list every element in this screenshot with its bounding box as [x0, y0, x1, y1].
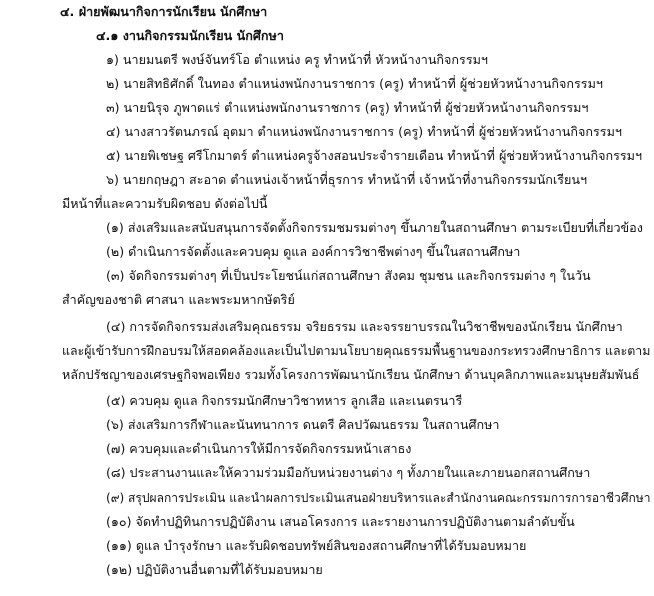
member-line: ๖) นายกฤษฎา สะอาด ตำแหน่งเจ้าหน้าที่ธุรการ ทำหน้าที่ เจ้าหน้าที่งานกิจกรรมนักเรียนฯ	[106, 172, 588, 187]
member-line: ๕) นายพิเชษฐ ศรีโกมาตร์ ตำแหน่งครูจ้างสอนประจำรายเดือน ทำหน้าที่ ผู้ช่วยหัวหน้างานกิจกรรมฯ	[106, 148, 643, 163]
member-line: ๔) นางสาวรัตนภรณ์ อุตมา ตำแหน่งพนักงานราชการ (ครู) ทำหน้าที่ ผู้ช่วยหัวหน้างานกิจกรรมฯ	[106, 124, 622, 139]
duty-line: (๑๒) ปฏิบัติงานอื่นตามที่ได้รับมอบหมาย	[106, 562, 323, 577]
duty-line-continued: สำคัญของชาติ ศาสนา และพระมหากษัตริย์	[62, 292, 295, 307]
member-line: ๓) นายนิรุจ ภูพาดแร่ ตำแหน่งพนักงานราชการ (ครู) ทำหน้าที่ ผู้ช่วยหัวหน้างานกิจกรรมฯ	[106, 100, 589, 115]
duty-line: (๑๐) จัดทำปฏิทินการปฏิบัติงาน เสนอโครงการ และรายงานการปฏิบัติงานตามลำดับขั้น	[106, 514, 575, 529]
duties-intro: มีหน้าที่และความรับผิดชอบ ดังต่อไปนี้	[62, 196, 268, 211]
member-line: ๑) นายมนตรี พงษ์จันทร์โอ ตำแหน่ง ครู ทำหน้าที่ หัวหน้างานกิจกรรมฯ	[106, 52, 488, 67]
duty-line: (๑) ส่งเสริมและสนับสนุนการจัดตั้งกิจกรรมชมรมต่างๆ ขึ้นภายในสถานศึกษา ตามระเบียบที่เกี่ยวข้อง	[106, 220, 643, 235]
duty-line-continued: และผู้เข้ารับการฝึกอบรมให้สอดคล้องและเป็นไปตามนโยบายคุณธรรมพื้นฐานของกระทรวงศึกษาธิการ และตาม	[62, 343, 651, 358]
duty-line: (๙) สรุปผลการประเมิน และนำผลการประเมินเสนอฝ่ายบริหารและสำนักงานคณะกรรมการการอาชีวศึกษา	[106, 491, 651, 505]
member-line: ๒) นายสิทธิศักดิ์ ในทอง ตำแหน่งพนักงานราชการ (ครู) ทำหน้าที่ ผู้ช่วยหัวหน้างานกิจกรรมฯ	[106, 76, 603, 91]
duty-line: (๕) ควบคุม ดูแล กิจกรรมนักศึกษาวิชาทหาร ลูกเสือ และเนตรนารี	[106, 393, 463, 408]
subsection-title: ๔.๑ งานกิจกรรมนักเรียน นักศึกษา	[96, 28, 284, 43]
duty-line: (๓) จัดกิจกรรมต่างๆ ที่เป็นประโยชน์แก่สถานศึกษา สังคม ชุมชน และกิจกรรมต่าง ๆ ในวัน	[106, 268, 591, 283]
duty-line: (๘) ประสานงานและให้ความร่วมมือกับหน่วยงานต่าง ๆ ทั้งภายในและภายนอกสถานศึกษา	[106, 465, 591, 480]
duty-line-continued: หลักปรัชญาของเศรษฐกิจพอเพียง รวมทั้งโครงการพัฒนานักเรียน นักศึกษา ด้านบุคลิกภาพและมนุษยสัมพันธ์	[62, 367, 640, 382]
section-title: ๔. ฝ่ายพัฒนากิจการนักเรียน นักศึกษา	[60, 4, 268, 19]
duty-line: (๖) ส่งเสริมการกีฬาและนันทนาการ ดนตรี ศิลปวัฒนธรรม ในสถานศึกษา	[106, 417, 500, 432]
duty-line: (๗) ควบคุมและดำเนินการให้มีการจัดกิจกรรมหน้าเสาธง	[106, 441, 412, 456]
duty-line: (๑๑) ดูแล บำรุงรักษา และรับผิดชอบทรัพย์สินของสถานศึกษาที่ได้รับมอบหมาย	[106, 538, 527, 553]
duty-line: (๒) ดำเนินการจัดตั้งและควบคุม ดูแล องค์การวิชาชีพต่างๆ ขึ้นในสถานศึกษา	[106, 244, 521, 259]
duty-line: (๔) การจัดกิจกรรมส่งเสริมคุณธรรม จริยธรรม และจรรยาบรรณในวิชาชีพของนักเรียน นักศึกษา	[106, 319, 623, 334]
